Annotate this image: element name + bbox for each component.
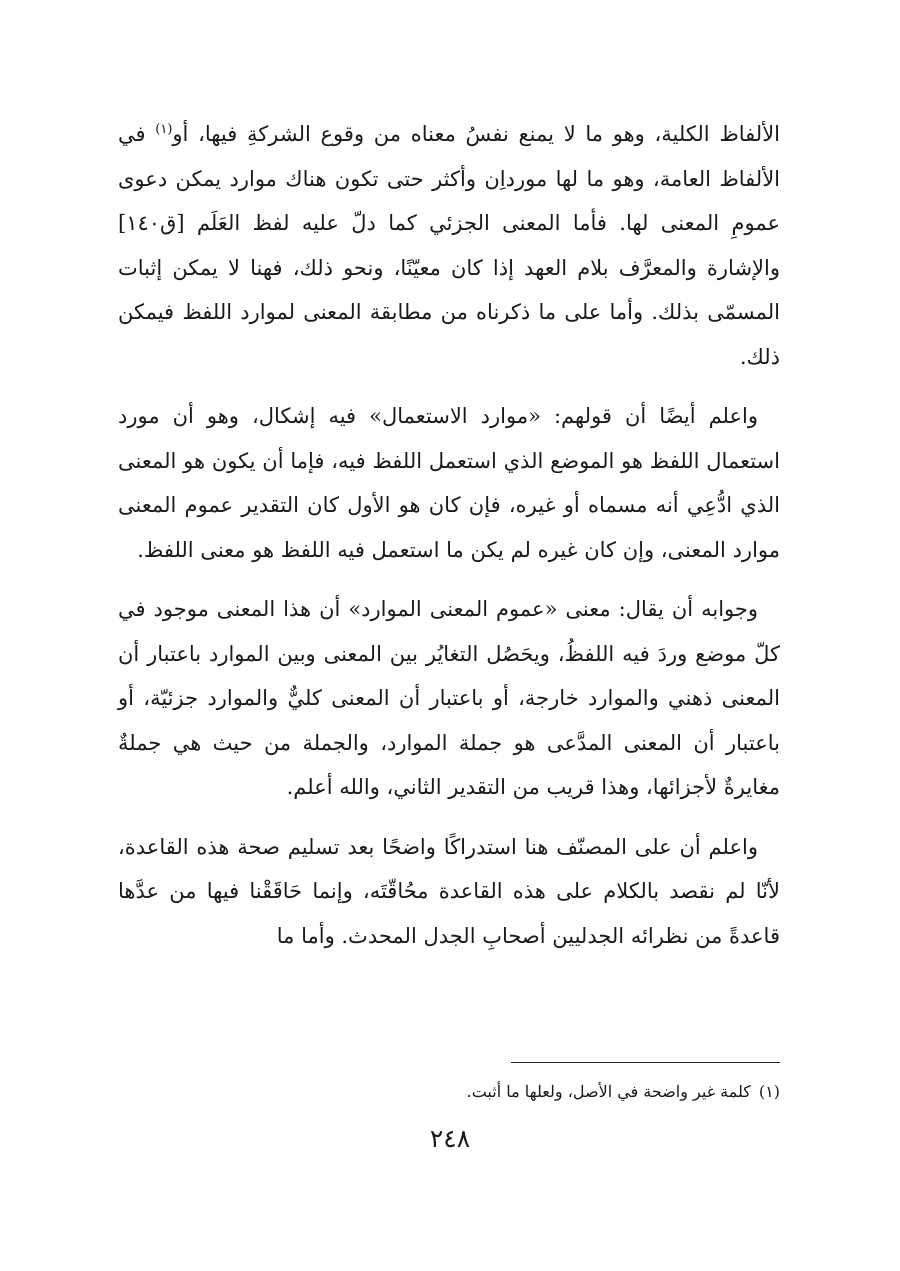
paragraph-1-text-after: في الألفاظ العامة، وهو ما لها مورداِن وأكثر حتى تكون هناك موارد يمكن دعوى عمومِ المعنى لها. فأما المعنى الجزئي كما دلّ عليه لفظ العَلَم [ق١٤٠] والإشارة والمعرَّف بلام العهد إذا كان معيّنًا، ونحو ذلك، فهنا لا يمكن إثبات المسمّى بذلك. وأما على ما ذكرناه من مطابقة المعنى لموارد اللفظ فيمكن ذلك.: [118, 122, 780, 369]
footnote-text: كلمة غير واضحة في الأصل، ولعلها ما أثبت.: [466, 1082, 751, 1101]
footnote-number: (١): [758, 1082, 780, 1101]
main-text: [118, 112, 780, 973]
footnote: [118, 1077, 780, 1107]
footnote-separator: [511, 1062, 780, 1063]
paragraph-2: واعلم أيضًا أن قولهم: «موارد الاستعمال» فيه إشكال، وهو أن مورد استعمال اللفظ هو الموضع الذي استعمل اللفظ فيه، فإما أن يكون هو المعنى الذي ادُّعِي أنه مسماه أو غيره، فإن كان هو الأول كان التقدير عموم المعنى موارد المعنى، وإن كان غيره لم يكن ما استعمل فيه اللفظ هو معنى اللفظ.: [118, 404, 780, 562]
footnote-reference[interactable]: (١): [155, 122, 173, 137]
paragraph-1-text-before: الألفاظ الكلية، وهو ما لا يمنع نفسُ معناه من وقوع الشركةِ فيها، أو: [172, 122, 781, 146]
paragraph-4: واعلم أن على المصنّف هنا استدراكًا واضحًا بعد تسليم صحة هذه القاعدة، لأنّا لم نقصد بالكلام على هذه القاعدة محُاقّتَه، وإنما حَاقَقْنا فيها من عدَّها قاعدةً من نظرائه الجدليين أصحابِ الجدل المحدث. وأما ما: [118, 834, 780, 948]
paragraph-1: [118, 112, 780, 379]
page-number: ٢٤٨: [429, 1124, 471, 1153]
paragraph-3: وجوابه أن يقال: معنى «عموم المعنى الموارد» أن هذا المعنى موجود في كلّ موضع وردَ فيه اللفظُ، ويحَصُل التغايُر بين المعنى وبين الموارد باعتبار أن المعنى ذهني والموارد خارجة، أو باعتبار أن المعنى كليٌّ والموارد جزئيّة، أو باعتبار أن المعنى المدَّعى هو جملة الموارد، والجملة من حيث هي جملةٌ مغايرةٌ لأجزائها، وهذا قريب من التقدير الثاني، والله أعلم.: [118, 597, 780, 799]
